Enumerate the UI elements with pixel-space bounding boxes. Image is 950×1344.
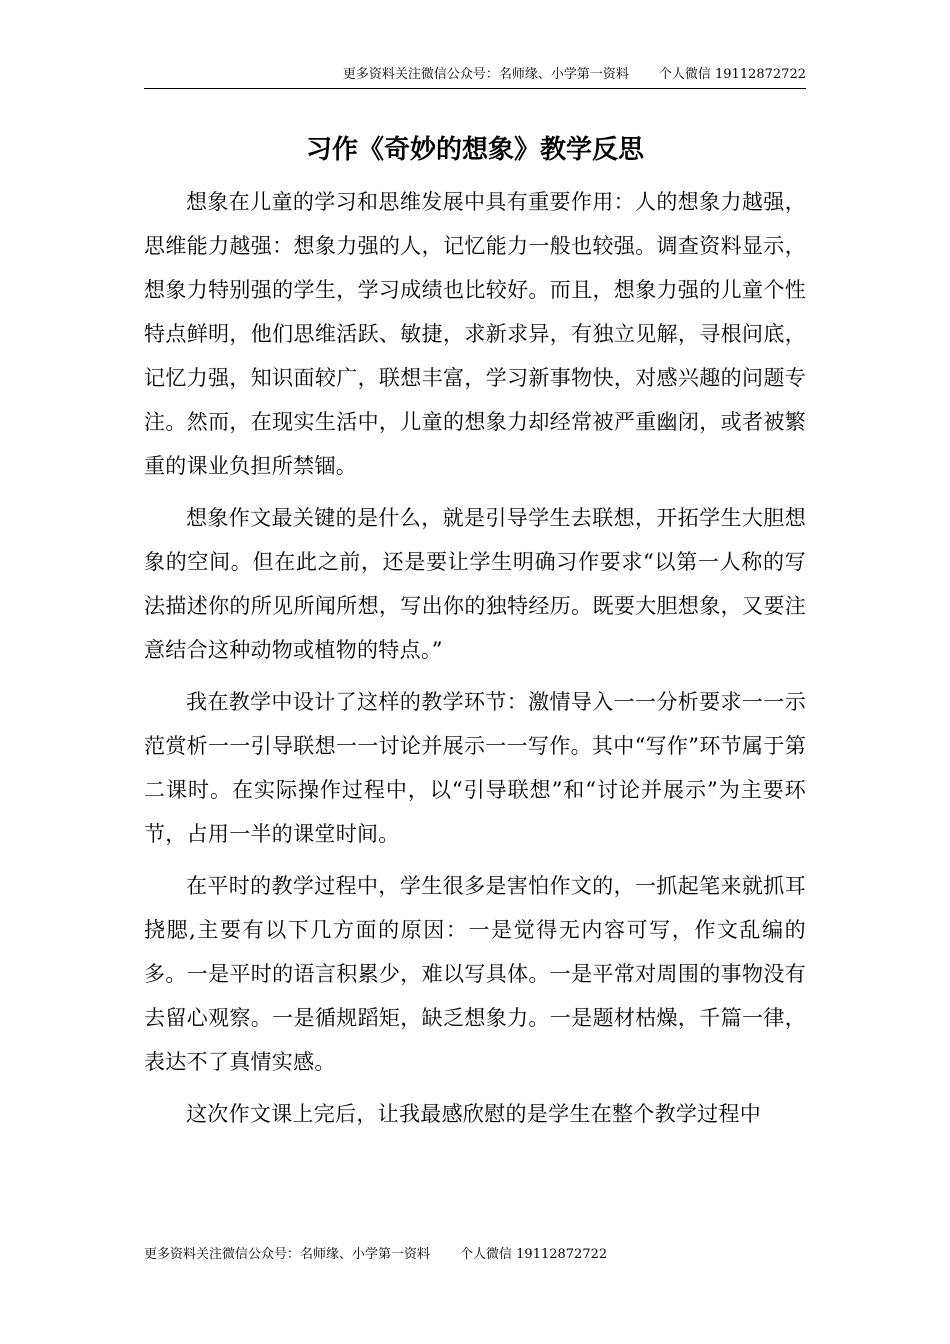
paragraph-5: 这次作文课上完后，让我最感欣慰的是学生在整个教学过程中 bbox=[186, 1102, 762, 1126]
footer-contact-text: 个人微信 19112872722 bbox=[460, 1247, 608, 1262]
paragraph-4: 在平时的教学过程中，学生很多是害怕作文的，一抓起笔来就抓耳挠腮,主要有以下几方面的原因：一是觉得无内容可写，作文乱编的多。一是平时的语言积累少，难以写具体。一是平常对周围的事物没有去留心观察。一是循规蹈矩，缺乏想象力。一是题材枯燥，千篇一律，表达不了真情实感。 bbox=[144, 874, 806, 1074]
paragraph-3: 我在教学中设计了这样的教学环节：激情导入一一分析要求一一示范赏析一一引导联想一一讨论并展示一一写作。其中“写作”环节属于第二课时。在实际操作过程中，以“引导联想”和“讨论并展示”为主要环节，占用一半的课堂时间。 bbox=[144, 690, 806, 846]
document-body bbox=[144, 180, 806, 1144]
header-contact-text: 个人微信 19112872722 bbox=[658, 67, 806, 82]
paragraph-1: 想象在儿童的学习和思维发展中具有重要作用：人的想象力越强，思维能力越强：想象力强的人，记忆能力一般也较强。调查资料显示，想象力特别强的学生，学习成绩也比较好。而且，想象力强的儿童个性特点鲜明，他们思维活跃、敏捷，求新求异，有独立见解，寻根问底，记忆力强，知识面较广，联想丰富，学习新事物快，对感兴趣的问题专注。然而，在现实生活中，儿童的想象力却经常被严重幽闭，或者被繁重的课业负担所禁锢。 bbox=[144, 190, 806, 478]
document-title: 习作《奇妙的想象》教学反思 bbox=[305, 135, 644, 165]
page-footer bbox=[144, 1246, 607, 1264]
header-source-text: 更多资料关注微信公众号：名师缘、小学第一资料 bbox=[342, 67, 629, 82]
header-divider bbox=[144, 88, 806, 89]
page-header bbox=[144, 66, 806, 84]
footer-source-text: 更多资料关注微信公众号：名师缘、小学第一资料 bbox=[144, 1247, 431, 1262]
paragraph-2: 想象作文最关键的是什么，就是引导学生去联想，开拓学生大胆想象的空间。但在此之前，还是要让学生明确习作要求“以第一人称的写法描述你的所见所闻所想，写出你的独特经历。既要大胆想象，又要注意结合这种动物或植物的特点。” bbox=[144, 506, 806, 662]
